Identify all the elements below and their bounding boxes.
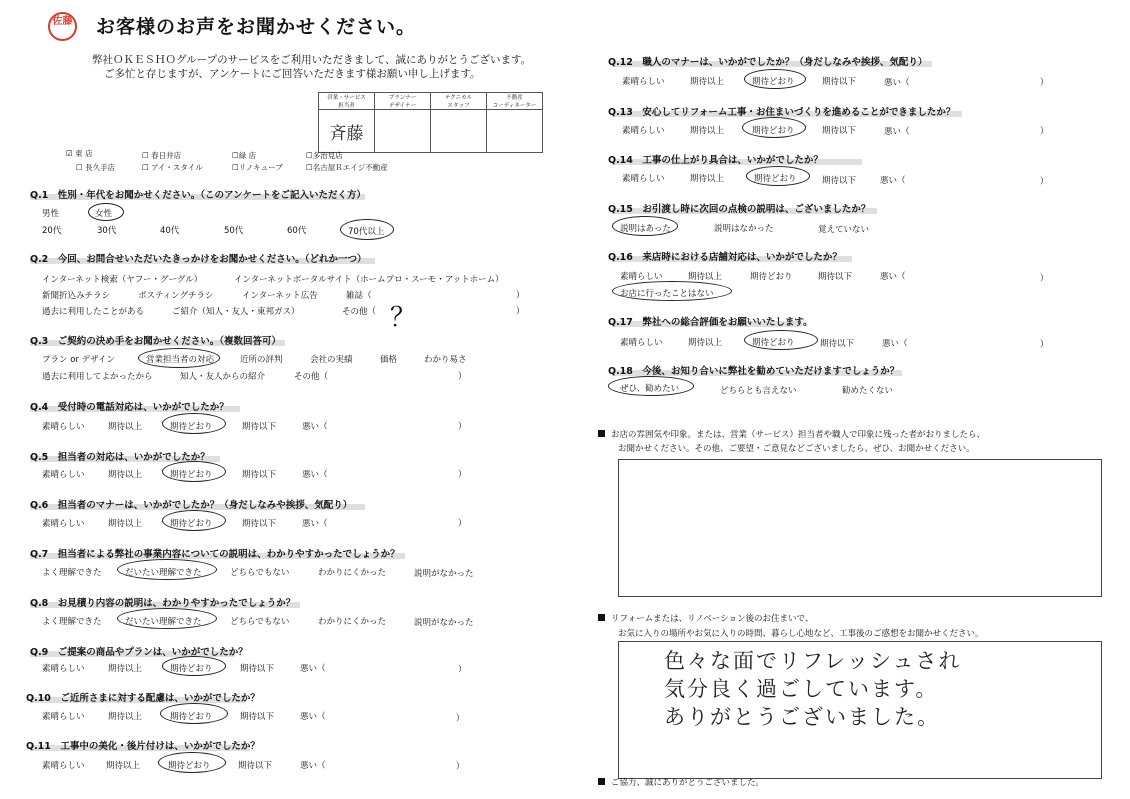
store-kasugai[interactable]: ☐ 春日井店 [142,151,182,160]
q6-opt-bad[interactable]: 悪い（ [302,519,328,529]
q7-opt-neutral[interactable]: どちらでもない [230,568,290,578]
q10-opt-above[interactable]: 期待以上 [108,712,143,722]
q17-title: Q.17 弊社への総合評価をお願いいたします。 [608,317,813,328]
comments2-line-2: お気に入りの場所やお気に入りの時間、暮らし心地など、工事後のご感想をお聞かせください。 [618,629,984,639]
q17-opt-expected[interactable]: 期待どおり [752,338,795,348]
store-midori[interactable]: ☐緑 店 [232,151,257,160]
q9-opt-bad[interactable]: 悪い（ [300,664,326,674]
page-title: お客様のお声をお聞かせください。 [96,16,417,38]
q10-close: ） [456,714,465,724]
q5-opt-bad[interactable]: 悪い（ [302,470,328,480]
q9-title: Q.9 ご提案の商品やプランは、いかがでしたか？ [30,647,248,658]
q1-male[interactable]: 男性 [42,209,60,219]
comments1-box[interactable] [618,459,1102,597]
q2-magazine-close: ） [516,291,525,301]
q3-acquaintance[interactable]: 知人・友人からの紹介 [180,372,266,382]
store-nagoya-r-age[interactable]: ☐名古屋Ｒエイジ不動産 [306,163,388,172]
q1-age-20[interactable]: 20代 [42,226,62,236]
q2-other[interactable]: その他（ [342,307,377,317]
q13-title: Q.13 安心してリフォーム工事・お住まいづくりを進めることができましたか？ [608,107,956,118]
q6-circle [162,510,226,531]
q7-opt-mostly[interactable]: だいたい理解できた [125,568,202,578]
q12-opt-expected[interactable]: 期待どおり [752,77,795,87]
q18-opt-not-recommend[interactable]: 勧めたくない [842,386,894,396]
q1-title: Q.1 性別・年代をお聞かせください。（このアンケートをご記入いただく方） [30,190,366,201]
comments1-line-2: お聞かせください。その他、ご要望・ご意見などございましたら、ぜひ、お聞かせください。 [618,444,975,454]
q1-age-circle [340,219,394,240]
q11-opt-above[interactable]: 期待以上 [106,761,141,771]
q11-opt-below[interactable]: 期待以下 [238,761,273,771]
staff-table [318,92,543,153]
q2-newspaper[interactable]: 新聞折込みチラシ [42,291,111,301]
q17-circle [744,330,818,350]
q18-opt-recommend[interactable]: ぜひ、勧めたい [620,384,680,394]
q17-opt-excellent[interactable]: 素晴らしい [620,338,663,348]
q18-title: Q.18 今後、お知り合いに弊社を勧めていただけますでしょうか？ [608,366,900,377]
q13-circle [742,117,806,138]
q14-opt-below[interactable]: 期待以下 [822,176,857,186]
q7-opt-hard[interactable]: わかりにくかった [318,568,387,578]
q14-opt-bad[interactable]: 悪い（ [880,176,906,186]
q14-close: ） [1040,177,1049,187]
q4-opt-expected[interactable]: 期待どおり [170,422,213,432]
q10-title: Q.10 ご近所さまに対する配慮は、いかがでしたか？ [26,693,260,704]
q5-opt-expected[interactable]: 期待どおり [170,470,213,480]
q15-opt-yes[interactable]: 説明はあった [620,224,671,234]
q3-reputation[interactable]: 近所の評判 [240,355,283,365]
q14-opt-excellent[interactable]: 素晴らしい [622,174,665,184]
q4-close: ） [458,422,467,432]
q6-opt-below[interactable]: 期待以下 [242,519,277,529]
q18-opt-neutral[interactable]: どちらとも言えない [720,386,797,396]
q12-circle [744,69,806,89]
q18-circle [608,376,694,396]
q16-opt-above[interactable]: 期待以上 [688,272,723,282]
q3-circle [138,348,220,368]
q7-opt-understood[interactable]: よく理解できた [42,568,102,578]
q15-circle [612,216,678,236]
q3-clarity[interactable]: わかり易さ [424,355,467,365]
q2-posting[interactable]: ポスティングチラシ [138,291,214,301]
q16-opt-excellent[interactable]: 素晴らしい [620,272,663,282]
q8-opt-none[interactable]: 説明がなかった [414,618,474,628]
q17-opt-above[interactable]: 期待以上 [688,338,723,348]
q14-circle [746,166,810,186]
q16-close: ） [1040,274,1049,284]
staff-planner-cell [375,110,431,153]
q16-circle [612,281,732,301]
q1-age-50[interactable]: 50代 [224,226,244,236]
q9-opt-excellent[interactable]: 素晴らしい [42,664,85,674]
q11-close: ） [456,762,465,772]
store-east[interactable]: ☑ 東 店 [66,149,93,158]
q1-female[interactable]: 女性 [95,209,113,219]
q10-opt-expected[interactable]: 期待どおり [170,712,213,722]
q9-opt-below[interactable]: 期待以下 [240,664,275,674]
q6-opt-above[interactable]: 期待以上 [108,519,143,529]
q7-title: Q.7 担当者による弊社の事業内容についての説明は、わかりやすかったでしょうか？ [30,549,400,560]
q5-opt-above[interactable]: 期待以上 [108,470,143,480]
q3-price[interactable]: 価格 [380,355,398,365]
q8-opt-neutral[interactable]: どちらでもない [230,617,290,627]
q4-circle [162,413,226,434]
staff-technical-cell [431,110,487,153]
q6-opt-expected[interactable]: 期待どおり [170,519,213,529]
q15-opt-dont-remember[interactable]: 覚えていない [818,225,870,235]
q2-other-close: ） [516,307,525,317]
q6-opt-excellent[interactable]: 素晴らしい [42,519,85,529]
handwritten-line-2: 気分良く過ごしています。 [664,677,939,701]
q8-opt-understood[interactable]: よく理解できた [42,617,102,627]
store-tajimi[interactable]: ☐多治見店 [306,151,343,160]
handwritten-line-1: 色々な面でリフレッシュされ [664,649,962,673]
q8-opt-hard[interactable]: わかりにくかった [318,617,387,627]
q8-opt-mostly[interactable]: だいたい理解できた [125,617,202,627]
q11-circle [158,752,226,773]
name-stamp: 佐藤 [48,12,77,41]
q13-opt-expected[interactable]: 期待どおり [752,126,795,136]
q3-other-close: ） [458,372,467,382]
q6-title: Q.6 担当者のマナーは、いかがでしたか？（身だしなみや挨拶、気配り） [30,500,353,511]
q2-magazine[interactable]: 雑誌（ [346,291,372,301]
q8-circle [117,608,217,629]
q4-title: Q.4 受付時の電話対応は、いかがでしたか？ [30,402,229,413]
q5-opt-excellent[interactable]: 素晴らしい [42,470,85,480]
q10-opt-below[interactable]: 期待以下 [240,712,275,722]
q13-close: ） [1040,127,1049,137]
q12-opt-bad[interactable]: 悪い（ [884,78,910,88]
staff-sales-signature: 斉藤 [319,110,375,153]
q2-internet-search[interactable]: インターネット検索（ヤフー・グーグル） [42,275,203,285]
intro-line-2: ご多忙と存じますが、アンケートにご回答いただきます様お願い申し上げます。 [104,68,481,80]
q16-opt-bad[interactable]: 悪い（ [880,272,906,282]
q9-circle [162,656,226,676]
q11-opt-excellent[interactable]: 素晴らしい [42,761,85,771]
q2-referral[interactable]: ご紹介（知人・友人・東邦ガス） [172,307,300,317]
q12-opt-above[interactable]: 期待以上 [690,77,725,87]
q2-title: Q.2 今回、お問合せいただいたきっかけをお聞かせください。（どれか一つ） [30,254,367,265]
q12-opt-below[interactable]: 期待以下 [822,77,857,87]
q10-circle [160,703,228,724]
q10-opt-bad[interactable]: 悪い（ [300,712,326,722]
q12-close: ） [1040,78,1049,88]
q14-opt-expected[interactable]: 期待どおり [754,174,797,184]
q9-opt-expected[interactable]: 期待どおり [170,664,213,674]
q12-title: Q.12 職人のマナーは、いかがでしたか？（身だしなみや挨拶、気配り） [608,57,928,68]
comments2-line-1: リフォームまたは、リノベーション後のお住まいで、 [598,612,813,624]
staff-header-sales: 営業・サービス 担当者 [319,93,375,110]
intro-line-1: 弊社ＯＫＥＳＨＯグループのサービスをご利用いただきまして、誠にありがとうございます。 [92,54,532,66]
q1-age-70plus[interactable]: 70代以上 [348,227,385,237]
q16-title: Q.16 来店時における店舗対応は、いかがでしたか？ [608,252,842,263]
q3-track-record[interactable]: 会社の実績 [310,355,353,365]
q3-other[interactable]: その他（ [294,372,329,382]
q8-title: Q.8 お見積り内容の説明は、わかりやすかったでしょうか？ [30,598,296,609]
q5-circle [162,461,226,482]
q3-sales-response[interactable]: 営業担当者の対応 [146,355,215,365]
comments1-line-1: お店の雰囲気や印象。または、営業（サービス）担当者や職人で印象に残った者がおりましたら、 [598,428,985,440]
q5-close: ） [458,470,467,480]
store-istyle[interactable]: ☐ アイ・スタイル [142,163,203,172]
q7-circle [117,559,217,580]
q10-opt-excellent[interactable]: 素晴らしい [42,712,85,722]
q13-opt-bad[interactable]: 悪い（ [884,127,910,137]
q2-internet-ad[interactable]: インターネット広告 [242,291,318,301]
q2-other-answer: ？ [390,303,417,333]
staff-realestate-cell [487,110,543,153]
q14-title: Q.14 工事の仕上がり具合は、いかがでしたか？ [608,155,823,166]
q4-opt-excellent[interactable]: 素晴らしい [42,422,85,432]
q16-opt-expected[interactable]: 期待どおり [750,272,793,282]
q1-age-60[interactable]: 60代 [287,226,307,236]
q17-close: ） [1040,340,1049,350]
q1-female-circle [88,203,124,221]
q7-opt-none[interactable]: 説明がなかった [414,569,474,579]
q5-title: Q.5 担当者の対応は、いかがでしたか？ [30,452,210,463]
q16-opt-below[interactable]: 期待以下 [818,272,853,282]
q13-opt-above[interactable]: 期待以上 [690,126,725,136]
q13-opt-excellent[interactable]: 素晴らしい [622,126,665,136]
q15-opt-no[interactable]: 説明はなかった [714,224,774,234]
q15-title: Q.15 お引渡し時に次回の点検の説明は、ございましたか？ [608,204,871,215]
q4-opt-above[interactable]: 期待以上 [108,422,143,432]
staff-header-planner: プランナー デザイナー [375,93,431,110]
q6-close: ） [458,519,467,529]
q1-age-40[interactable]: 40代 [160,226,180,236]
q14-opt-above[interactable]: 期待以上 [690,174,725,184]
q5-opt-below[interactable]: 期待以下 [242,470,277,480]
q16-opt-never-visited[interactable]: お店に行ったことはない [620,289,714,299]
store-nagakute[interactable]: ☐ 長久手店 [76,163,116,172]
q11-opt-bad[interactable]: 悪い（ [300,761,326,771]
q2-portal-site[interactable]: インターネットポータルサイト（ホームプロ・スーモ・アットホーム） [234,275,504,285]
q13-opt-below[interactable]: 期待以下 [822,126,857,136]
q3-past-good[interactable]: 過去に利用してよかったから [42,372,153,382]
staff-header-realestate: 不動産 コーディネーター [487,93,543,110]
q1-age-30[interactable]: 30代 [97,226,117,236]
store-renocube[interactable]: ☐リノキューブ [232,163,283,172]
q4-opt-bad[interactable]: 悪い（ [302,422,328,432]
footer-thanks: ご協力、誠にありがとうございました。 [598,776,764,788]
q2-past-use[interactable]: 過去に利用したことがある [42,307,145,317]
q12-opt-excellent[interactable]: 素晴らしい [622,77,665,87]
q9-opt-above[interactable]: 期待以上 [108,664,143,674]
q3-plan-design[interactable]: プラン or デザイン [42,355,116,365]
q4-opt-below[interactable]: 期待以下 [242,422,277,432]
q9-close: ） [458,665,467,675]
q17-opt-below[interactable]: 期待以下 [820,339,855,349]
q17-opt-bad[interactable]: 悪い（ [882,339,908,349]
q11-title: Q.11 工事中の美化・後片付けは、いかがでしたか？ [26,741,260,752]
staff-header-technical: テクニカル スタッフ [431,93,487,110]
q3-title: Q.3 ご契約の決め手をお聞かせください。（複数回答可） [30,336,282,347]
handwritten-line-3: ありがとうございました。 [664,705,940,729]
q11-opt-expected[interactable]: 期待どおり [168,761,211,771]
